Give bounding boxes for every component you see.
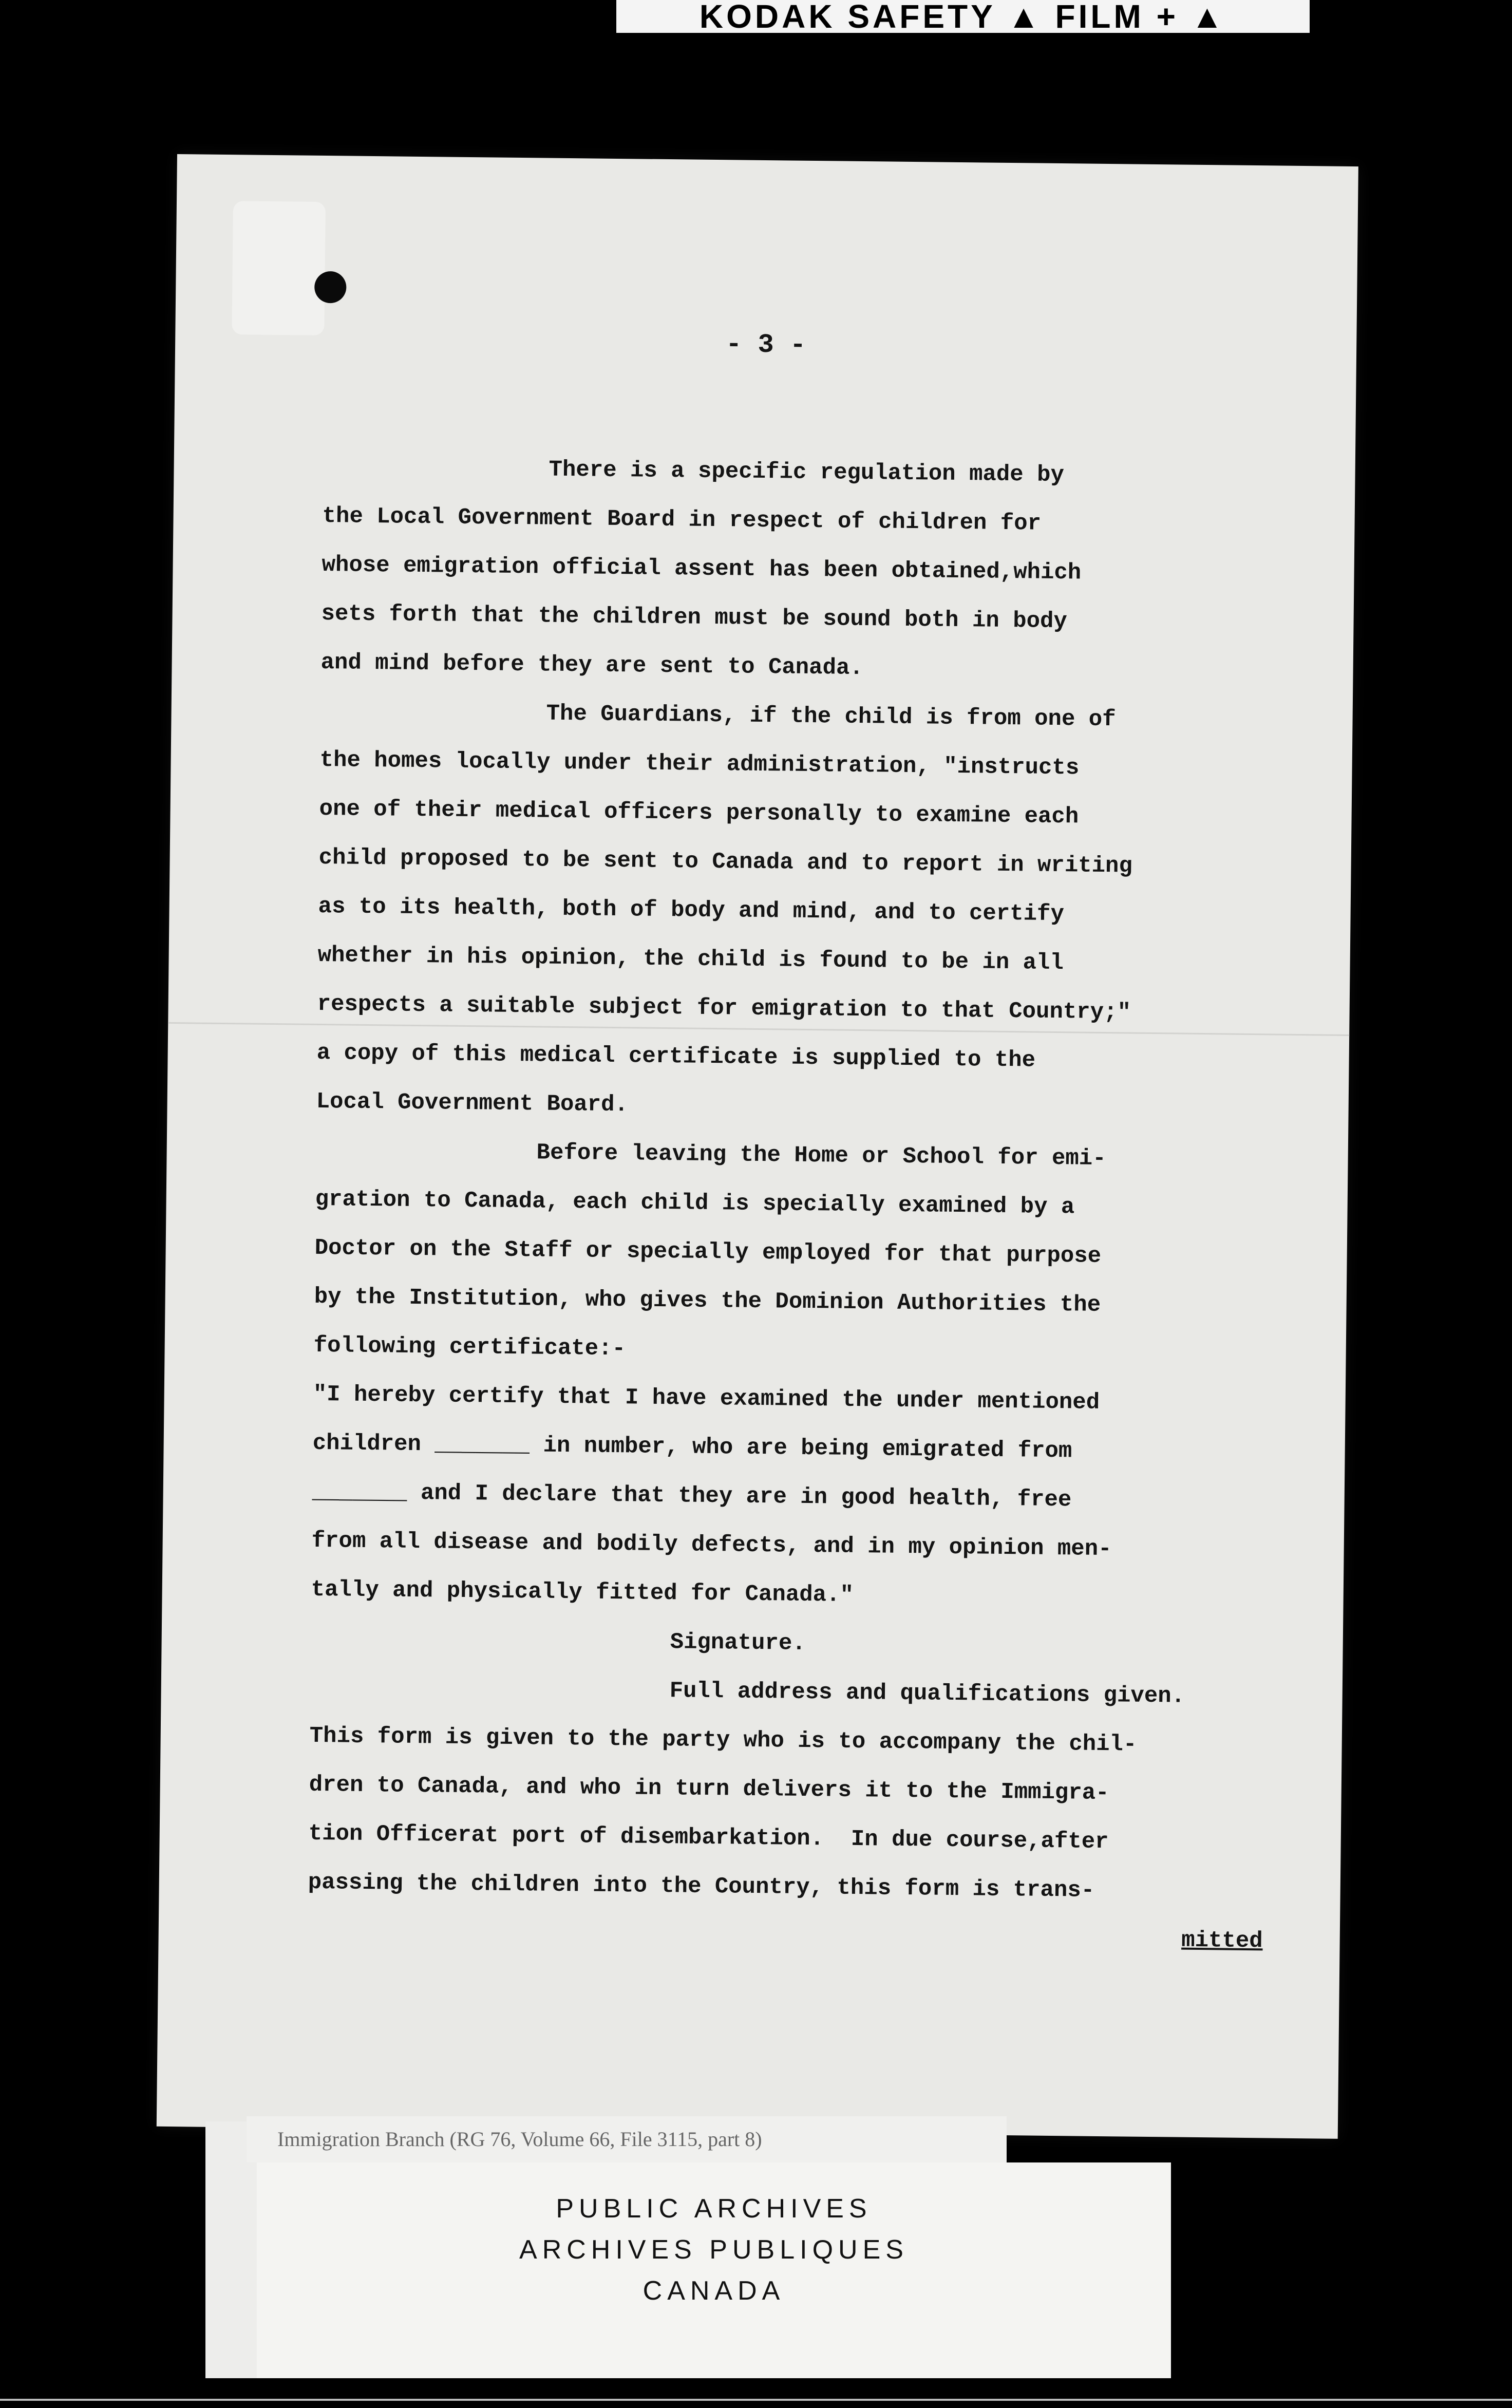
typed-line: passing the children into the Country, this form is trans- bbox=[308, 1869, 1095, 1904]
typed-line: whose emigration official assent has been obtained,which bbox=[322, 552, 1082, 586]
typed-line: tion Officerat port of disembarkation. In due course,after bbox=[308, 1820, 1109, 1855]
archives-stamp bbox=[257, 2162, 1171, 2378]
typed-line: Doctor on the Staff or specially employed for that purpose bbox=[314, 1235, 1102, 1269]
paper-smudge bbox=[232, 201, 326, 335]
typed-line: a copy of this medical certificate is supplied to the bbox=[316, 1040, 1036, 1074]
typed-line: following certificate:- bbox=[313, 1332, 626, 1362]
typed-body bbox=[307, 443, 1299, 1966]
punch-hole bbox=[314, 271, 347, 304]
typed-line: sets forth that the children must be sound both in body bbox=[321, 600, 1068, 635]
typed-line: _______ and I declare that they are in good health, free bbox=[312, 1479, 1072, 1513]
typed-line: Local Government Board. bbox=[316, 1088, 629, 1118]
typed-line: There is a specific regulation made by bbox=[549, 457, 1065, 488]
typed-line: the homes locally under their administration, "instructs bbox=[319, 747, 1080, 781]
typed-line: children _______ in number, who are being emigrated from bbox=[312, 1430, 1072, 1464]
typed-line: The Guardians, if the child is from one of bbox=[546, 701, 1116, 733]
typed-line: gration to Canada, each child is specially examined by a bbox=[315, 1186, 1075, 1220]
typed-line: one of their medical officers personally to examine each bbox=[319, 796, 1079, 830]
typed-line: mitted bbox=[1181, 1927, 1263, 1954]
typed-line: from all disease and bodily defects, and in my opinion men- bbox=[311, 1528, 1112, 1563]
typed-line: Full address and qualifications given. bbox=[669, 1678, 1185, 1709]
typed-line: by the Institution, who gives the Dominion Authorities the bbox=[314, 1284, 1101, 1318]
typed-line: Before leaving the Home or School for emi- bbox=[536, 1140, 1106, 1172]
typed-line: whether in his opinion, the child is found to be in all bbox=[317, 942, 1064, 976]
page-number: - 3 - bbox=[725, 329, 806, 361]
typed-line: "I hereby certify that I have examined the under mentioned bbox=[313, 1381, 1100, 1416]
typed-line: tally and physically fitted for Canada." bbox=[311, 1576, 854, 1608]
typed-line: child proposed to be sent to Canada and to report in writing bbox=[318, 844, 1133, 879]
film-bottom-rule bbox=[0, 2399, 1512, 2401]
archive-reference-label: Immigration Branch (RG 76, Volume 66, File 3115, part 8) bbox=[247, 2116, 1007, 2162]
typed-line: dren to Canada, and who in turn delivers it to the Immigra- bbox=[309, 1772, 1109, 1807]
typed-line: This form is given to the party who is to accompany the chil- bbox=[309, 1723, 1137, 1758]
film-edge-banner: KODAK SAFETY ▲ FILM + ▲ bbox=[616, 0, 1310, 33]
typed-line: the Local Government Board in respect of children for bbox=[322, 503, 1042, 537]
stamp-line-3: CANADA bbox=[642, 2276, 785, 2306]
stamp-line-1: PUBLIC ARCHIVES bbox=[556, 2194, 872, 2224]
typed-line: as to its health, both of body and mind, and to certify bbox=[318, 893, 1065, 928]
typed-line: respects a suitable subject for emigration to that Country;" bbox=[317, 991, 1131, 1026]
typed-line: Signature. bbox=[670, 1629, 806, 1657]
stamp-line-2: ARCHIVES PUBLIQUES bbox=[519, 2235, 909, 2265]
typed-line: and mind before they are sent to Canada. bbox=[320, 649, 864, 682]
document-page bbox=[157, 154, 1358, 2139]
